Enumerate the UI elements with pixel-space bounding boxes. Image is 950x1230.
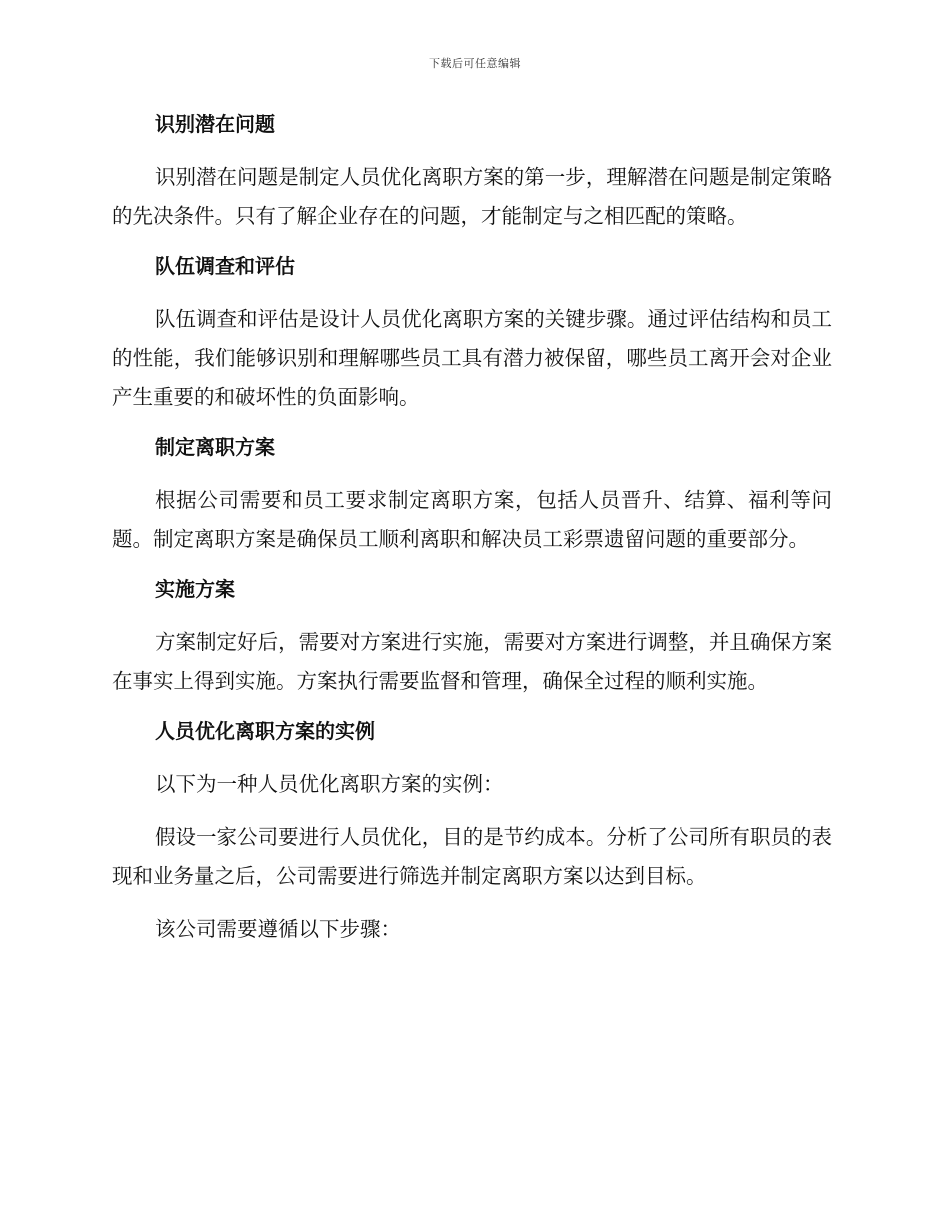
section-heading: 制定离职方案 xyxy=(155,435,275,459)
section-paragraph: 队伍调查和评估是设计人员优化离职方案的关键步骤。通过评估结构和员工的性能，我们能够识别和理解哪些员工具有潜力被保留，哪些员工离开会对企业产生重要的和破坏性的负面影响。 xyxy=(112,307,832,409)
page-header: 下载后可任意编辑 xyxy=(429,57,521,70)
section-heading: 人员优化离职方案的实例 xyxy=(155,719,375,743)
section-paragraph: 识别潜在问题是制定人员优化离职方案的第一步，理解潜在问题是制定策略的先决条件。只有了解企业存在的问题，才能制定与之相匹配的策略。 xyxy=(112,165,832,228)
section-paragraph: 方案制定好后，需要对方案进行实施，需要对方案进行调整，并且确保方案在事实上得到实施。方案执行需要监督和管理，确保全过程的顺利实施。 xyxy=(112,630,832,693)
section-heading: 实施方案 xyxy=(155,577,235,601)
section-paragraph: 假设一家公司要进行人员优化，目的是节约成本。分析了公司所有职员的表现和业务量之后，公司需要进行筛选并制定离职方案以达到目标。 xyxy=(112,825,832,888)
section-heading: 队伍调查和评估 xyxy=(155,254,295,278)
section-paragraph: 以下为一种人员优化离职方案的实例： xyxy=(155,772,504,796)
document-body xyxy=(112,108,832,963)
section-heading: 识别潜在问题 xyxy=(155,112,275,136)
section-paragraph: 根据公司需要和员工要求制定离职方案，包括人员晋升、结算、福利等问题。制定离职方案是确保员工顺利离职和解决员工彩票遗留问题的重要部分。 xyxy=(112,488,832,551)
section-paragraph: 该公司需要遵循以下步骤： xyxy=(155,917,401,941)
